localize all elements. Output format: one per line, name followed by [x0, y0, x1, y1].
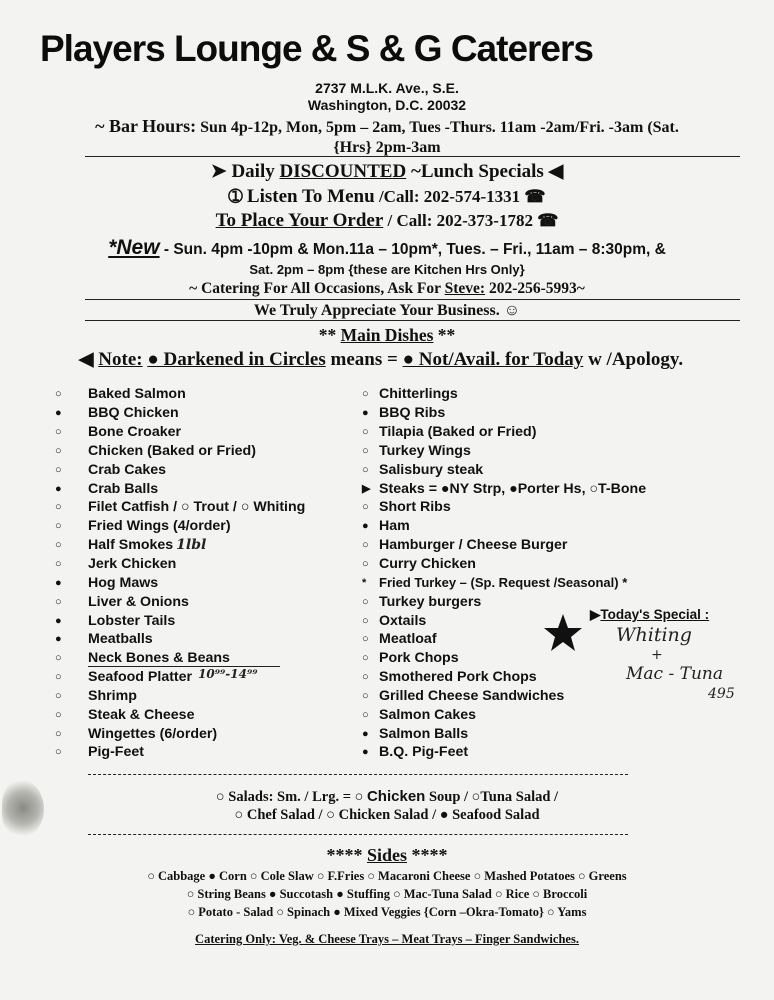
dish-name: Turkey Wings [379, 442, 471, 459]
dish-name: Tilapia (Baked or Fried) [379, 424, 537, 441]
list-item [55, 630, 355, 649]
handwritten-price: 10⁹⁹-14⁹⁹ [198, 667, 258, 682]
availability-marker-icon: ○ [55, 727, 62, 740]
sides-label: Sides [366, 845, 408, 865]
list-item [362, 517, 702, 536]
dashed-divider [88, 774, 628, 775]
list-item [55, 743, 355, 762]
dish-name: Steak & Cheese [88, 706, 195, 723]
main-dishes-heading [0, 325, 774, 346]
arrow-left-icon: ◀ [548, 161, 564, 182]
dish-name: Ham [379, 518, 410, 535]
salads-line1-a: ○ Salads: Sm. / Lrg. = ○ [215, 789, 364, 805]
availability-marker-icon: ● [55, 482, 62, 495]
list-item [55, 592, 355, 611]
list-item [362, 385, 702, 404]
appreciate-line: We Truly Appreciate Your Business. ☺ [253, 302, 521, 319]
list-item [55, 442, 355, 461]
list-item [55, 687, 355, 706]
dish-name: Bone Croaker [88, 424, 182, 441]
sides-heading [0, 845, 774, 866]
availability-marker-icon: ▶ [362, 483, 371, 496]
availability-marker-icon: ● [362, 727, 369, 740]
arrow-right-icon: ➤ [210, 161, 227, 182]
availability-marker-icon: ○ [362, 463, 369, 476]
list-item [362, 705, 702, 724]
hours-line1: - Sun. 4pm -10pm & Mon.11a – 10pm*, Tues. – Fri., 11am – 8:30pm, & [163, 241, 666, 258]
list-item [55, 724, 355, 743]
dish-name: Short Ribs [379, 499, 451, 516]
order-phone: / Call: 202-373-1782 [387, 211, 533, 230]
availability-marker-icon: ● [362, 520, 369, 533]
availability-marker-icon: ● [362, 746, 369, 759]
dish-name: Wingettes (6/order) [88, 725, 218, 742]
todays-special-label: Today's Special : [600, 607, 710, 622]
main-dishes-label: Main Dishes [340, 325, 434, 345]
list-item [55, 649, 355, 668]
sides-line3: ○ Potato - Salad ○ Spinach ● Mixed Veggies {Corn –Okra-Tomato} ○ Yams [187, 905, 587, 919]
dish-name: Salisbury steak [379, 461, 484, 478]
divider [85, 156, 740, 157]
address-line-1: 2737 M.L.K. Ave., S.E. [315, 80, 459, 96]
list-item [55, 385, 355, 404]
availability-marker-icon: ● [362, 407, 369, 420]
list-item [55, 423, 355, 442]
handwritten-note: 1lbl [176, 537, 207, 554]
dish-name: Shrimp [88, 687, 137, 704]
dish-name: BBQ Chicken [88, 405, 179, 422]
note-line [0, 348, 768, 371]
availability-marker-icon: ○ [55, 388, 62, 401]
availability-marker-icon: ○ [362, 708, 369, 721]
availability-marker-icon: ○ [55, 558, 62, 571]
availability-marker-icon: ○ [362, 444, 369, 457]
list-item [55, 517, 355, 536]
availability-marker-icon: ● [55, 407, 62, 420]
sides-pre: **** [326, 845, 363, 865]
availability-marker-icon: ○ [55, 444, 62, 457]
kitchen-hours [0, 236, 774, 260]
specials-post: ~Lunch Specials [410, 161, 544, 182]
salads-line1-c: Soup / ○Tuna Salad / [428, 789, 559, 805]
dish-name: Meatballs [88, 631, 153, 648]
list-item [55, 536, 355, 555]
dish-name: Baked Salmon [88, 386, 186, 403]
bar-hours-line1: Sun 4p-12p, Mon, 5pm – 2am, Tues -Thurs. 11am -2am/Fri. -3am (Sat. [200, 119, 679, 136]
availability-marker-icon: ○ [55, 595, 62, 608]
dish-name: Chicken (Baked or Fried) [88, 442, 256, 459]
dish-name: Pork Chops [379, 650, 459, 667]
catering-only [0, 932, 774, 947]
star-icon [543, 613, 583, 653]
availability-marker-icon: ○ [362, 539, 369, 552]
sides-line1: ○ Cabbage ● Corn ○ Cole Slaw ○ F.Fries ○ Macaroni Cheese ○ Mashed Potatoes ○ Greens [147, 869, 627, 883]
availability-marker-icon: ○ [362, 388, 369, 401]
note-part3: ● Not/Avail. for Today [402, 349, 584, 370]
availability-marker-icon: ○ [362, 614, 369, 627]
dish-name: Crab Balls [88, 480, 159, 497]
order-line [0, 210, 774, 232]
availability-marker-icon: ○ [362, 689, 369, 702]
dish-name: Salmon Balls [379, 725, 469, 742]
list-item [55, 460, 355, 479]
catering-only-text: Catering Only: Veg. & Cheese Trays – Meat Trays – Finger Sandwiches. [195, 932, 579, 946]
availability-marker-icon: ○ [362, 558, 369, 571]
availability-marker-icon: ○ [55, 652, 62, 665]
divider [85, 299, 740, 300]
availability-marker-icon: ○ [362, 595, 369, 608]
dish-name: Chitterlings [379, 386, 458, 403]
availability-marker-icon: ● [55, 614, 62, 627]
availability-marker-icon: ○ [362, 671, 369, 684]
availability-marker-icon: ○ [362, 633, 369, 646]
order-label: To Place Your Order [215, 210, 384, 231]
list-item [362, 404, 702, 423]
availability-marker-icon: ● [55, 633, 62, 646]
hours-line2: Sat. 2pm – 8pm {these are Kitchen Hrs Only} [249, 262, 525, 277]
availability-marker-icon: ○ [362, 652, 369, 665]
list-item [55, 668, 355, 687]
availability-marker-icon: ○ [55, 689, 62, 702]
dish-name: Turkey burgers [379, 593, 482, 610]
list-item [362, 498, 702, 517]
catering-phone: 202-256-5993~ [488, 280, 585, 297]
list-item [362, 724, 702, 743]
right-dish-list [362, 385, 702, 762]
dish-name: Oxtails [379, 612, 427, 629]
dish-name: BBQ Ribs [379, 405, 446, 422]
salads-line2: ○ Chef Salad / ○ Chicken Salad / ● Seafood Salad [234, 807, 540, 823]
list-item [55, 611, 355, 630]
salads-line1 [0, 788, 774, 806]
address-line-2: Washington, D.C. 20032 [307, 97, 467, 113]
list-item [55, 573, 355, 592]
listen-label: Listen To Menu [246, 186, 375, 207]
divider [85, 320, 740, 321]
list-item [55, 705, 355, 724]
page-title: Players Lounge & S & G Caterers [40, 28, 593, 69]
bar-hours-label: ~ Bar Hours: [95, 116, 197, 136]
listen-line [0, 186, 774, 208]
list-item [362, 555, 702, 574]
listen-phone: /Call: 202-574-1331 [378, 187, 521, 206]
list-item [362, 687, 702, 706]
catering-line [0, 280, 774, 298]
availability-marker-icon: ○ [55, 746, 62, 759]
list-item [55, 555, 355, 574]
list-item [55, 404, 355, 423]
availability-marker-icon: ○ [362, 426, 369, 439]
specials-discounted: DISCOUNTED [279, 161, 407, 182]
specials-pre: Daily [231, 161, 275, 182]
arrow-left-icon: ◀ [78, 349, 94, 370]
handwritten-special-2: Mac - Tuna [626, 664, 723, 684]
arrow-right-icon: ▶ [590, 607, 601, 622]
availability-marker-icon: ● [55, 576, 62, 589]
telephone-icon: ☎ [524, 187, 546, 206]
dish-name: Filet Catfish / ○ Trout / ○ Whiting [88, 499, 306, 516]
dish-name: Pig-Feet [88, 744, 144, 761]
note-part1: ● Darkened in Circles [147, 349, 326, 370]
list-item [55, 498, 355, 517]
availability-marker-icon: ○ [55, 671, 62, 684]
handwritten-special-price: 495 [708, 686, 735, 702]
availability-marker-icon: ○ [55, 426, 62, 439]
dish-name: Salmon Cakes [379, 706, 476, 723]
availability-marker-icon: * [362, 576, 367, 589]
todays-special [590, 607, 709, 623]
sides-post: **** [411, 845, 448, 865]
salads-line1-b: Chicken [366, 788, 426, 805]
list-item [362, 573, 702, 592]
main-dishes-post: ** [437, 325, 456, 345]
sides-line2: ○ String Beans ● Succotash ● Stuffing ○ Mac-Tuna Salad ○ Rice ○ Broccoli [186, 887, 588, 901]
dish-name: Meatloaf [379, 631, 437, 648]
bar-hours-line2: {Hrs} 2pm-3am [333, 139, 441, 156]
dish-name: B.Q. Pig-Feet [379, 744, 469, 761]
main-dishes-pre: ** [318, 325, 337, 345]
list-item [362, 743, 702, 762]
note-part4: w /Apology. [588, 349, 684, 370]
dish-name: Fried Wings (4/order) [88, 518, 231, 535]
dish-name: Crab Cakes [88, 461, 167, 478]
availability-marker-icon: ○ [362, 501, 369, 514]
availability-marker-icon: ○ [55, 520, 62, 533]
list-item [362, 479, 702, 498]
bar-hours [0, 116, 774, 137]
availability-marker-icon: ○ [55, 463, 62, 476]
dish-name: Half Smokes [88, 537, 174, 554]
dish-name: Lobster Tails [88, 612, 176, 629]
list-item [362, 423, 702, 442]
dish-name: Steaks = ●NY Strp, ●Porter Hs, ○T-Bone [379, 480, 647, 497]
dish-name: Jerk Chicken [88, 556, 177, 573]
availability-marker-icon: ○ [55, 539, 62, 552]
telephone-icon: ☎ [537, 211, 559, 230]
note-part2: means = [330, 349, 398, 370]
list-item [55, 479, 355, 498]
note-label: Note: [98, 349, 143, 370]
list-item [362, 460, 702, 479]
dish-name: Grilled Cheese Sandwiches [379, 687, 565, 704]
handwritten-special-1: Whiting [616, 624, 692, 646]
dish-name: Seafood Platter [88, 669, 193, 686]
dashed-divider [88, 834, 628, 835]
dish-name: Curry Chicken [379, 556, 476, 573]
dish-name: Hamburger / Cheese Burger [379, 537, 568, 554]
stain-mark [2, 780, 44, 836]
dish-name: Hog Maws [88, 574, 159, 591]
list-item [362, 442, 702, 461]
dish-name: Neck Bones & Beans [88, 650, 280, 667]
list-item [362, 536, 702, 555]
availability-marker-icon: ○ [55, 501, 62, 514]
new-label: *New [108, 236, 160, 259]
lunch-specials [0, 160, 774, 183]
catering-name: Steve: [444, 280, 486, 297]
phone-play-icon: ➀ [228, 187, 243, 206]
handwritten-special-plus: + [651, 647, 663, 663]
dish-name: Liver & Onions [88, 593, 189, 610]
dish-name: Fried Turkey – (Sp. Request /Seasonal) * [379, 575, 628, 591]
dish-name: Smothered Pork Chops [379, 669, 537, 686]
left-dish-list [55, 385, 355, 762]
catering-text: ~ Catering For All Occasions, Ask For [189, 280, 441, 297]
availability-marker-icon: ○ [55, 708, 62, 721]
